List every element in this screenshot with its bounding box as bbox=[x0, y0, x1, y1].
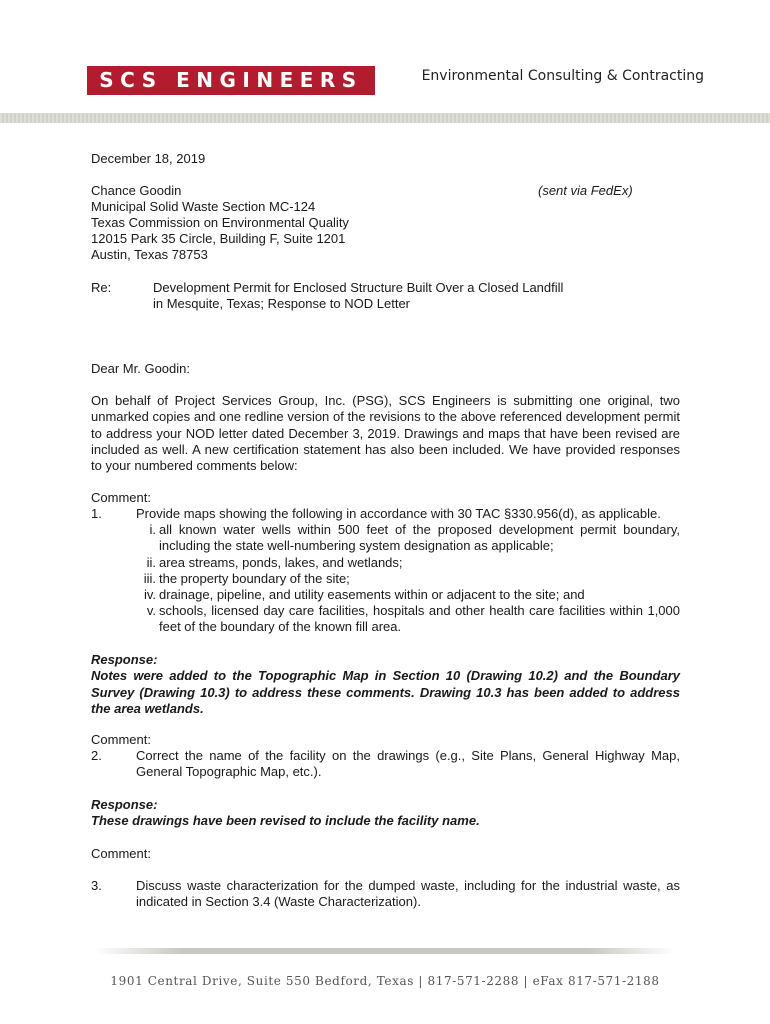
comment-1-label: Comment: bbox=[91, 490, 151, 505]
item-iii-text: the property boundary of the site; bbox=[159, 571, 350, 586]
item-i-number: i. bbox=[149, 522, 156, 537]
recipient-agency: Texas Commission on Environmental Quality bbox=[91, 215, 349, 230]
letter-date: December 18, 2019 bbox=[91, 151, 206, 166]
comment-2-label: Comment: bbox=[91, 732, 151, 747]
comment-1-text: Provide maps showing the following in accordance with 30 TAC §330.956(d), as applicable. bbox=[136, 506, 661, 521]
footer-band bbox=[95, 948, 675, 954]
comment-3-text: Discuss waste characterization for the dumped waste, including for the industrial waste, as indicated in Section 3.4 (Waste Characterization). bbox=[136, 878, 680, 910]
recipient-section: Municipal Solid Waste Section MC-124 bbox=[91, 199, 316, 214]
salutation: Dear Mr. Goodin: bbox=[91, 361, 190, 376]
header-band bbox=[0, 113, 770, 123]
item-iii-number: iii. bbox=[143, 571, 156, 586]
tagline: Environmental Consulting & Contracting bbox=[421, 68, 704, 84]
response-2-text: These drawings have been revised to include the facility name. bbox=[91, 813, 480, 828]
comment-2-number: 2. bbox=[91, 748, 102, 763]
item-v-number: v. bbox=[146, 603, 156, 618]
response-1-label: Response: bbox=[91, 652, 158, 667]
company-logo: SCS ENGINEERS bbox=[87, 66, 375, 95]
footer-address: 1901 Central Drive, Suite 550 Bedford, Texas | 817-571-2288 | eFax 817-571-2188 bbox=[110, 974, 660, 988]
re-line-1: Development Permit for Enclosed Structure Built Over a Closed Landfill bbox=[153, 280, 564, 295]
comment-3-label: Comment: bbox=[91, 846, 151, 861]
item-iv-number: iv. bbox=[143, 587, 156, 602]
response-2-label: Response: bbox=[91, 797, 158, 812]
recipient-name: Chance Goodin bbox=[91, 183, 182, 198]
recipient-street: 12015 Park 35 Circle, Building F, Suite 1201 bbox=[91, 231, 346, 246]
item-v-text: schools, licensed day care facilities, hospitals and other health care facilities within 1,000 feet of the boundary of the known fill area. bbox=[159, 603, 680, 634]
comment-3-number: 3. bbox=[91, 878, 102, 893]
comment-2-text: Correct the name of the facility on the drawings (e.g., Site Plans, General Highway Map, General Topographic Map, etc.). bbox=[136, 748, 680, 780]
recipient-city: Austin, Texas 78753 bbox=[91, 247, 208, 262]
intro-paragraph: On behalf of Project Services Group, Inc. (PSG), SCS Engineers is submitting one original, two unmarked copies and one redline version of the revisions to the above referenced development permit to address your NOD letter dated December 3, 2019. Drawings and maps that have been revised are included as well. A new certification statement has also been included. We have provided responses to your numbered comments below: bbox=[91, 393, 680, 474]
item-ii-number: ii. bbox=[146, 555, 156, 570]
item-iv-text: drainage, pipeline, and utility easements within or adjacent to the site; and bbox=[159, 587, 585, 602]
delivery-note: (sent via FedEx) bbox=[538, 183, 633, 198]
re-line-2: in Mesquite, Texas; Response to NOD Letter bbox=[153, 296, 410, 311]
comment-1-number: 1. bbox=[91, 506, 102, 521]
re-label: Re: bbox=[91, 280, 112, 295]
response-1-text: Notes were added to the Topographic Map in Section 10 (Drawing 10.2) and the Boundary Survey (Drawing 10.3) to address these comments. Drawing 10.3 has been added to address the area wetlands. bbox=[91, 668, 680, 716]
item-ii-text: area streams, ponds, lakes, and wetlands; bbox=[159, 555, 403, 570]
item-i-text: all known water wells within 500 feet of the proposed development permit boundary, including the state well-numbering system designation as applicable; bbox=[159, 522, 680, 553]
